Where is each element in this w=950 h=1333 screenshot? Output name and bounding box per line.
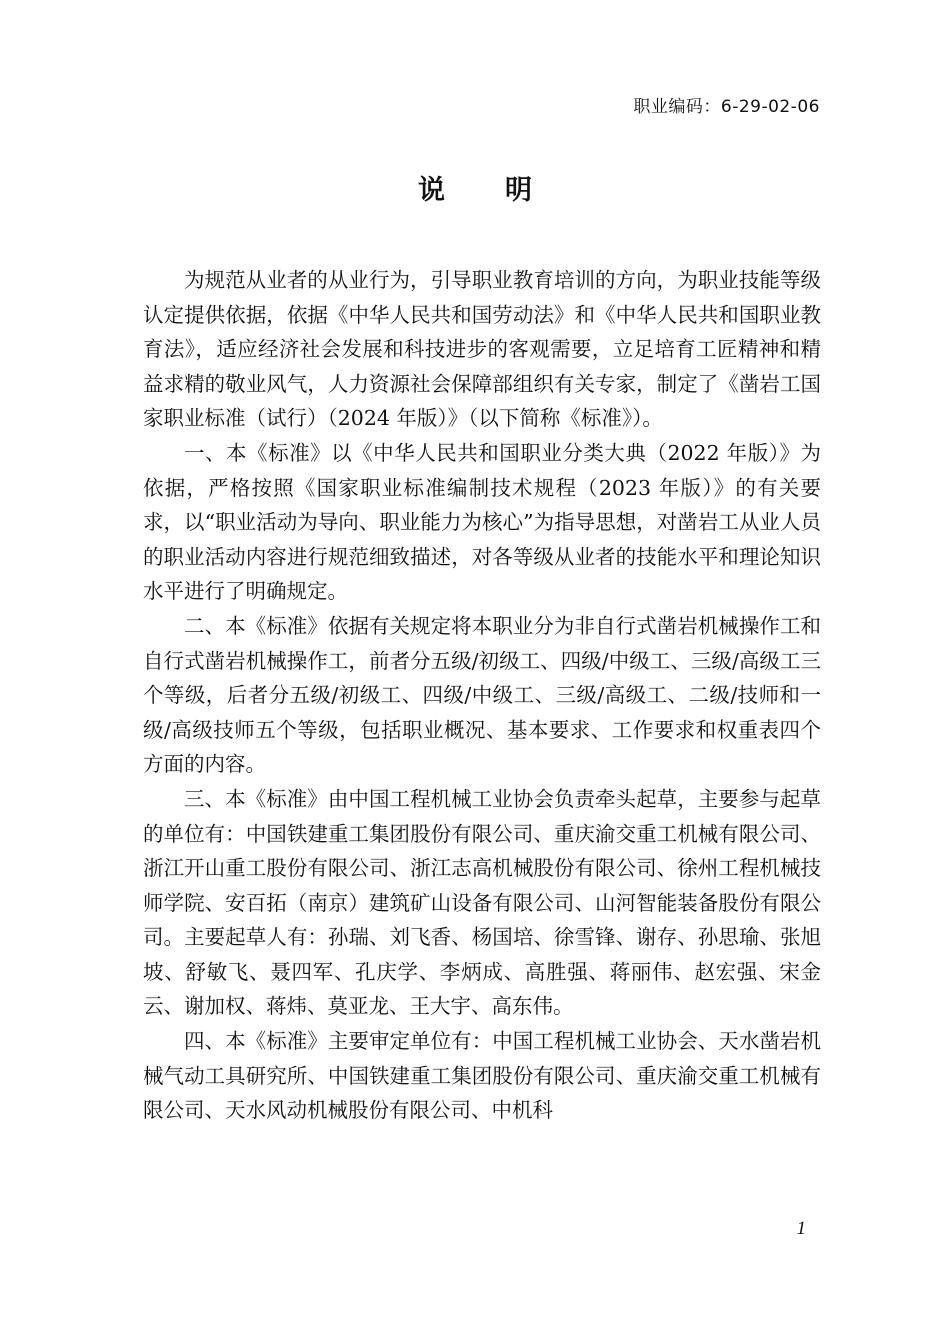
section-one-paragraph: 一、本《标准》以《中华人民共和国职业分类大典（2022 年版）》为依据，严格按照《国家职业标准编制技术规程（2023 年版）》的有关要求，以“职业活动为导向、职业能力为核心”为指导思想，对凿岩工从业人员的职业活动内容进行规范细致描述，对各等级从业者的技能水平和理论知识水平进行了明确规定。 [143, 440, 821, 604]
section-four-paragraph: 四、本《标准》主要审定单位有：中国工程机械工业协会、天水凿岩机械气动工具研究所、中国铁建重工集团股份有限公司、重庆渝交重工机械有限公司、天水风动机械股份有限公司、中机科 [143, 1029, 821, 1123]
document-body [143, 263, 821, 1128]
section-two-paragraph: 二、本《标准》依据有关规定将本职业分为非自行式凿岩机械操作工和自行式凿岩机械操作工，前者分五级/初级工、四级/中级工、三级/高级工三个等级，后者分五级/初级工、四级/中级工、三级/高级工、二级/技师和一级/高级技师五个等级，包括职业概况、基本要求、工作要求和权重表四个方面的内容。 [143, 613, 821, 777]
page-number: 1 [796, 1218, 806, 1239]
section-three-paragraph: 三、本《标准》由中国工程机械工业协会负责牵头起草，主要参与起草的单位有：中国铁建重工集团股份有限公司、重庆渝交重工机械有限公司、浙江开山重工股份有限公司、浙江志高机械股份有限公司、徐州工程机械技师学院、安百拓（南京）建筑矿山设备有限公司、山河智能装备股份有限公司。主要起草人有：孙瑞、刘飞香、杨国培、徐雪锋、谢存、孙思瑜、张旭坡、舒敏飞、聂四军、孔庆学、李炳成、高胜强、蒋丽伟、赵宏强、宋金云、谢加权、蒋炜、莫亚龙、王大宇、高东伟。 [143, 786, 821, 1019]
occupation-code: 职业编码：6-29-02-06 [633, 97, 820, 117]
intro-paragraph: 为规范从业者的从业行为，引导职业教育培训的方向，为职业技能等级认定提供依据，依据《中华人民共和国劳动法》和《中华人民共和国职业教育法》，适应经济社会发展和科技进步的客观需要，立足培育工匠精神和精益求精的敬业风气，人力资源社会保障部组织有关专家，制定了《凿岩工国家职业标准（试行）（2024 年版）》（以下简称《标准》）。 [143, 268, 821, 431]
page-title: 说明 [418, 175, 592, 206]
